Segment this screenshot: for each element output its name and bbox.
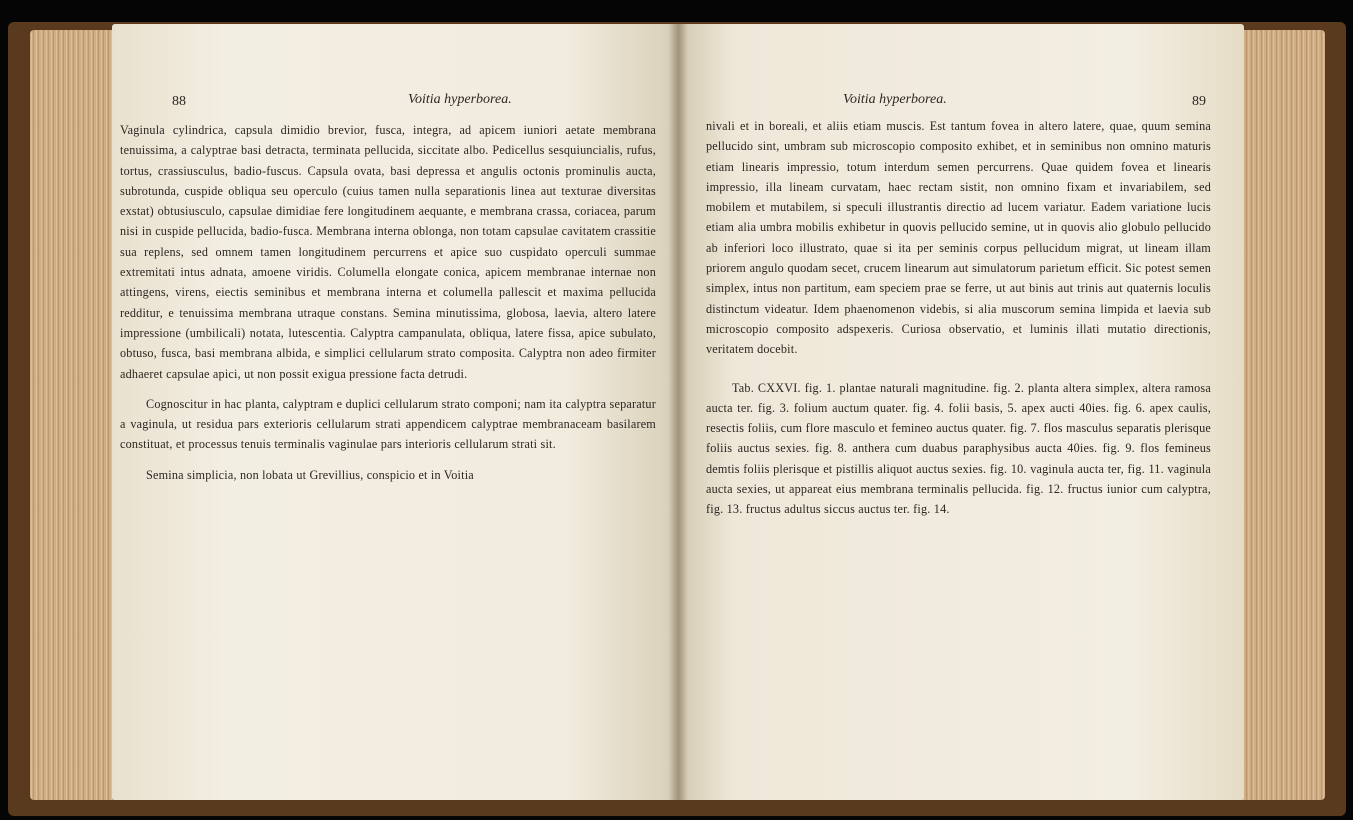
running-head-left: Voitia hyperborea. <box>408 92 512 107</box>
book-gutter <box>668 24 688 800</box>
paragraph: Tab. CXXVI. fig. 1. plantae naturali magnitudine. fig. 2. planta altera simplex, altera ramosa aucta ter. fig. 3. folium auctum quater. fig. 4. folii basis, 5. apex aucti 40ies. fig. 6. apex caulis, resectis foliis, cum flore masculo et femineo auctus quater. fig. 7. flos masculus separatis plerisque foliis auctus sexies. fig. 8. anthera cum duabus paraphysibus aucta 40ies. fig. 9. flos femineus demtis foliis plerisque et pistillis aliquot auctus sexies. fig. 10. vaginula aucta ter, fig. 11. vaginula aucta sexies, ut appareat eius membrana terminalis pellucida. fig. 12. fructus iunior cum calyptra, fig. 13. fructus adultus siccus auctus ter. fig. 14. <box>706 380 1211 517</box>
paragraph: nivali et in boreali, et aliis etiam muscis. Est tantum fovea in altero latere, quae, quum semina pellucido sint, umbram sub microscopio composito exhibet, et in seminibus non omnino maturis etiam linearis impressio, totum interdum semen percurrens. Quae quidem fovea et linearis impressio, illa lineam curvatam, haec rectam sistit, non omnino fixam et invariabilem, sed mobilem et mutabilem, si speculi illustrantis directio ad lucem variatur. Eadem variatione lucis etiam alia umbra mobilis exhibetur in quovis pellucido semine, ut in quovis alio globulo pellucido ab inferiori loco illustrato, quae si ita per seminis corpus pellucidum migrat, ut lineam illam priorem angulo quodam secet, crucem linearum aut simulatorum parietum efficit. Sic potest semen simplex, intus non partitum, eam speciem prae se ferre, ut aut binis aut trinis aut quaternis loculis distinctum videatur. Idem phaenomenon videbis, si alia muscorum semina limpida et laevia sub microscopio composito adspexeris. Curiosa observatio, et luminis illati mutatio directionis, veritatem docebit. <box>706 119 1211 357</box>
right-page <box>678 24 1244 800</box>
left-page <box>112 24 678 800</box>
page-number-left: 88 <box>172 94 186 109</box>
paragraph: Semina simplicia, non lobata ut Grevillius, conspicio et in Voitia <box>146 467 474 482</box>
left-page-body <box>120 120 656 485</box>
paragraph: Cognoscitur in hac planta, calyptram e duplici cellularum strato componi; nam ita calyptra separatur a vaginula, ut residua pars exterioris cellularum strati appendicem calyptrae membranaceam basilarem constituat, et processus tenuis terminalis vaginulae pars interioris cellularum strati sit. <box>120 396 656 452</box>
paragraph: Vaginula cylindrica, capsula dimidio brevior, fusca, integra, ad apicem iuniori aetate membrana tenuissima, a calyptrae basi detracta, terminata pellucida, siccitate albo. Pedicellus sesquiuncialis, rufus, tortus, crassiusculus, badio-fuscus. Capsula ovata, basi depressa et angulis octonis prominulis aucta, subrotunda, cuspide obliqua seu operculo (cuius tamen nulla separationis linea aut texturae diversitas exstat) obtusiusculo, capsulae dimidiae fere longitudinem aequante, e membrana crassa, coriacea, parum nisi in cuspide pellucida, badio-fusca. Membrana interna oblonga, non totam capsulae cavitatem crassitie sua replens, sed omnem tamen longitudinem percurrens et apice suo cuspidato operculi summae extremitati intus adnata, amoene viridis. Columella elongate conica, apicem membranae internae non attingens, virens, eiectis seminibus et membrana interna et columella pallescit et maxima pellucida redditur, e tenuissima membrana utraque constans. Semina minutissima, globosa, laevia, altero latere impressione (umbilicali) notata, lutescentia. Calyptra campanulata, obliqua, latere fissa, apice subulato, obtuso, fusca, basi membrana albida, e simplici cellularum strato composita. Calyptra non adeo firmiter adhaeret capsulae apici, ut non possit exigua pressione facta detrudi. <box>120 123 656 381</box>
right-page-body <box>706 116 1211 520</box>
running-head-right: Voitia hyperborea. <box>843 92 947 107</box>
page-number-right: 89 <box>1192 94 1206 109</box>
